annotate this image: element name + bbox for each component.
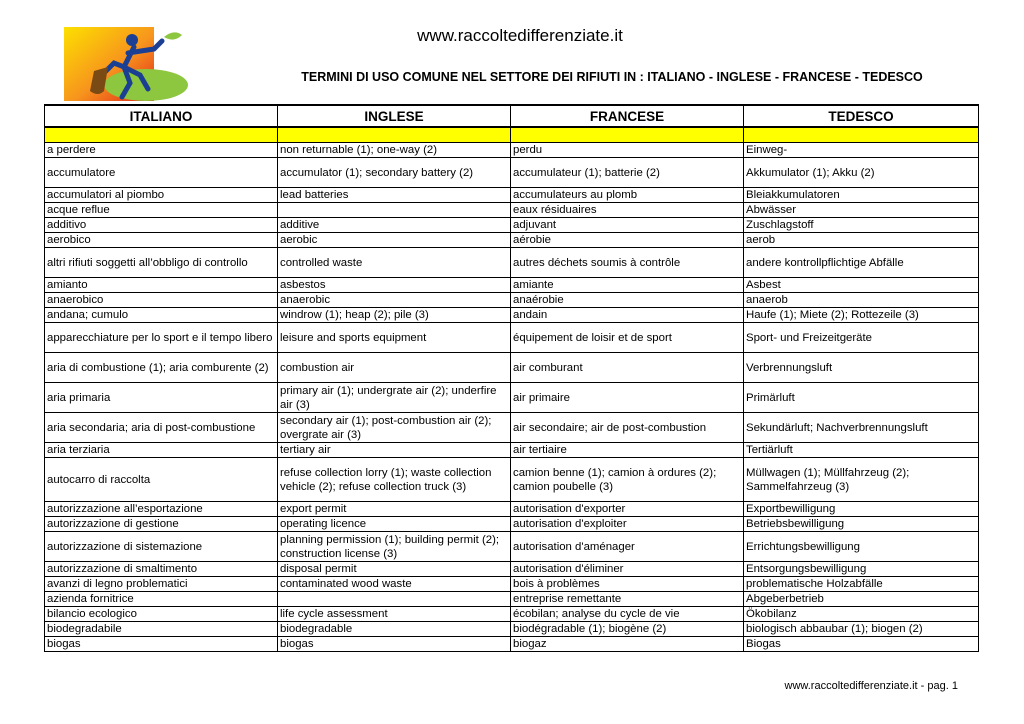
cell-italiano: a perdere: [45, 143, 278, 158]
cell-francese: andain: [511, 308, 744, 323]
cell-italiano: apparecchiature per lo sport e il tempo libero: [45, 323, 278, 353]
table-row: [45, 607, 979, 622]
cell-inglese: asbestos: [278, 278, 511, 293]
table-row: [45, 233, 979, 248]
column-header-inglese: INGLESE: [278, 105, 511, 127]
cell-francese: air secondaire; air de post-combustion: [511, 413, 744, 443]
yellow-band-cell: [45, 127, 278, 143]
glossary-table: [44, 104, 979, 652]
cell-inglese: contaminated wood waste: [278, 577, 511, 592]
table-row: [45, 278, 979, 293]
cell-inglese: [278, 203, 511, 218]
cell-inglese: controlled waste: [278, 248, 511, 278]
table-row: [45, 383, 979, 413]
cell-italiano: aerobico: [45, 233, 278, 248]
cell-inglese: tertiary air: [278, 443, 511, 458]
cell-francese: air comburant: [511, 353, 744, 383]
cell-tedesco: Abgeberbetrieb: [744, 592, 979, 607]
table-row: [45, 622, 979, 637]
table-row: [45, 158, 979, 188]
cell-tedesco: Entsorgungsbewilligung: [744, 562, 979, 577]
table-row: [45, 592, 979, 607]
cell-inglese: biogas: [278, 637, 511, 652]
cell-francese: air primaire: [511, 383, 744, 413]
cell-tedesco: problematische Holzabfälle: [744, 577, 979, 592]
cell-tedesco: Asbest: [744, 278, 979, 293]
header-site-url[interactable]: www.raccoltedifferenziate.it: [417, 26, 623, 45]
table-header-row: [45, 105, 979, 127]
table-row: [45, 293, 979, 308]
cell-italiano: anaerobico: [45, 293, 278, 308]
cell-italiano: aria secondaria; aria di post-combustione: [45, 413, 278, 443]
cell-francese: écobilan; analyse du cycle de vie: [511, 607, 744, 622]
table-row: [45, 143, 979, 158]
footer-site-url[interactable]: www.raccoltedifferenziate.it: [784, 680, 918, 692]
cell-tedesco: Einweg-: [744, 143, 979, 158]
cell-italiano: andana; cumulo: [45, 308, 278, 323]
cell-italiano: acque reflue: [45, 203, 278, 218]
cell-italiano: altri rifiuti soggetti all’obbligo di controllo: [45, 248, 278, 278]
cell-francese: autres déchets soumis à contrôle: [511, 248, 744, 278]
cell-inglese: leisure and sports equipment: [278, 323, 511, 353]
cell-tedesco: Primärluft: [744, 383, 979, 413]
cell-inglese: planning permission (1); building permit (2); construction license (3): [278, 532, 511, 562]
cell-francese: autorisation d'éliminer: [511, 562, 744, 577]
cell-inglese: biodegradable: [278, 622, 511, 637]
column-header-francese: FRANCESE: [511, 105, 744, 127]
glossary-table-container: [44, 104, 978, 652]
cell-italiano: accumulatori al piombo: [45, 188, 278, 203]
cell-francese: aérobie: [511, 233, 744, 248]
yellow-band-cell: [278, 127, 511, 143]
cell-francese: bois à problèmes: [511, 577, 744, 592]
cell-inglese: anaerobic: [278, 293, 511, 308]
cell-tedesco: Müllwagen (1); Müllfahrzeug (2); Sammelfahrzeug (3): [744, 458, 979, 502]
cell-francese: anaérobie: [511, 293, 744, 308]
cell-italiano: aria di combustione (1); aria comburente (2): [45, 353, 278, 383]
cell-italiano: additivo: [45, 218, 278, 233]
table-row: [45, 248, 979, 278]
cell-francese: accumulateur (1); batterie (2): [511, 158, 744, 188]
table-row: [45, 323, 979, 353]
table-row: [45, 532, 979, 562]
cell-italiano: accumulatore: [45, 158, 278, 188]
cell-tedesco: Akkumulator (1); Akku (2): [744, 158, 979, 188]
table-row: [45, 517, 979, 532]
cell-tedesco: Haufe (1); Miete (2); Rottezeile (3): [744, 308, 979, 323]
cell-tedesco: Biogas: [744, 637, 979, 652]
table-body: [45, 127, 979, 652]
table-row: [45, 218, 979, 233]
table-row: [45, 203, 979, 218]
document-title: TERMINI DI USO COMUNE NEL SETTORE DEI RIFIUTI IN : ITALIANO - INGLESE - FRANCESE - TEDESCO: [301, 70, 923, 84]
cell-francese: biodégradable (1); biogène (2): [511, 622, 744, 637]
cell-francese: eaux résiduaires: [511, 203, 744, 218]
cell-tedesco: Bleiakkumulatoren: [744, 188, 979, 203]
cell-italiano: biodegradabile: [45, 622, 278, 637]
cell-francese: biogaz: [511, 637, 744, 652]
cell-italiano: autorizzazione di sistemazione: [45, 532, 278, 562]
cell-tedesco: Zuschlagstoff: [744, 218, 979, 233]
cell-inglese: life cycle assessment: [278, 607, 511, 622]
cell-francese: accumulateurs au plomb: [511, 188, 744, 203]
cell-tedesco: biologisch abbaubar (1); biogen (2): [744, 622, 979, 637]
cell-tedesco: Tertiärluft: [744, 443, 979, 458]
cell-italiano: autorizzazione di smaltimento: [45, 562, 278, 577]
cell-inglese: disposal permit: [278, 562, 511, 577]
cell-inglese: operating licence: [278, 517, 511, 532]
cell-tedesco: Errichtungsbewilligung: [744, 532, 979, 562]
cell-inglese: refuse collection lorry (1); waste collection vehicle (2); refuse collection truck (3): [278, 458, 511, 502]
cell-francese: autorisation d'exporter: [511, 502, 744, 517]
yellow-band-cell: [744, 127, 979, 143]
cell-francese: autorisation d'aménager: [511, 532, 744, 562]
cell-inglese: additive: [278, 218, 511, 233]
cell-francese: camion benne (1); camion à ordures (2); camion poubelle (3): [511, 458, 744, 502]
cell-italiano: azienda fornitrice: [45, 592, 278, 607]
cell-tedesco: anaerob: [744, 293, 979, 308]
cell-tedesco: Abwässer: [744, 203, 979, 218]
site-logo: [64, 27, 188, 101]
cell-italiano: autorizzazione di gestione: [45, 517, 278, 532]
cell-inglese: combustion air: [278, 353, 511, 383]
cell-inglese: lead batteries: [278, 188, 511, 203]
cell-italiano: amianto: [45, 278, 278, 293]
cell-tedesco: andere kontrollpflichtige Abfälle: [744, 248, 979, 278]
cell-tedesco: Betriebsbewilligung: [744, 517, 979, 532]
cell-tedesco: Sport- und Freizeitgeräte: [744, 323, 979, 353]
cell-tedesco: Sekundärluft; Nachverbrennungsluft: [744, 413, 979, 443]
table-row: [45, 458, 979, 502]
cell-francese: air tertiaire: [511, 443, 744, 458]
cell-tedesco: Ökobilanz: [744, 607, 979, 622]
table-row: [45, 637, 979, 652]
cell-italiano: autorizzazione all’esportazione: [45, 502, 278, 517]
cell-italiano: autocarro di raccolta: [45, 458, 278, 502]
yellow-band-row: [45, 127, 979, 143]
table-row: [45, 413, 979, 443]
table-row: [45, 443, 979, 458]
cell-tedesco: Verbrennungsluft: [744, 353, 979, 383]
cell-inglese: [278, 592, 511, 607]
table-row: [45, 188, 979, 203]
cell-francese: équipement de loisir et de sport: [511, 323, 744, 353]
cell-inglese: secondary air (1); post-combustion air (2); overgrate air (3): [278, 413, 511, 443]
recycling-runner-logo-icon: [64, 27, 188, 101]
cell-inglese: export permit: [278, 502, 511, 517]
table-row: [45, 562, 979, 577]
cell-italiano: aria primaria: [45, 383, 278, 413]
page-footer: [785, 680, 958, 692]
cell-francese: amiante: [511, 278, 744, 293]
cell-tedesco: Exportbewilligung: [744, 502, 979, 517]
table-row: [45, 308, 979, 323]
cell-inglese: primary air (1); undergrate air (2); underfire air (3): [278, 383, 511, 413]
cell-francese: entreprise remettante: [511, 592, 744, 607]
cell-inglese: accumulator (1); secondary battery (2): [278, 158, 511, 188]
table-row: [45, 353, 979, 383]
footer-separator: -: [920, 680, 925, 692]
cell-francese: adjuvant: [511, 218, 744, 233]
cell-italiano: bilancio ecologico: [45, 607, 278, 622]
table-row: [45, 577, 979, 592]
footer-page-number: pag. 1: [927, 680, 958, 692]
cell-francese: perdu: [511, 143, 744, 158]
yellow-band-cell: [511, 127, 744, 143]
column-header-tedesco: TEDESCO: [744, 105, 979, 127]
cell-tedesco: aerob: [744, 233, 979, 248]
cell-francese: autorisation d'exploiter: [511, 517, 744, 532]
cell-inglese: windrow (1); heap (2); pile (3): [278, 308, 511, 323]
cell-italiano: biogas: [45, 637, 278, 652]
cell-italiano: avanzi di legno problematici: [45, 577, 278, 592]
cell-inglese: aerobic: [278, 233, 511, 248]
cell-italiano: aria terziaria: [45, 443, 278, 458]
column-header-italiano: ITALIANO: [45, 105, 278, 127]
cell-inglese: non returnable (1); one-way (2): [278, 143, 511, 158]
table-row: [45, 502, 979, 517]
